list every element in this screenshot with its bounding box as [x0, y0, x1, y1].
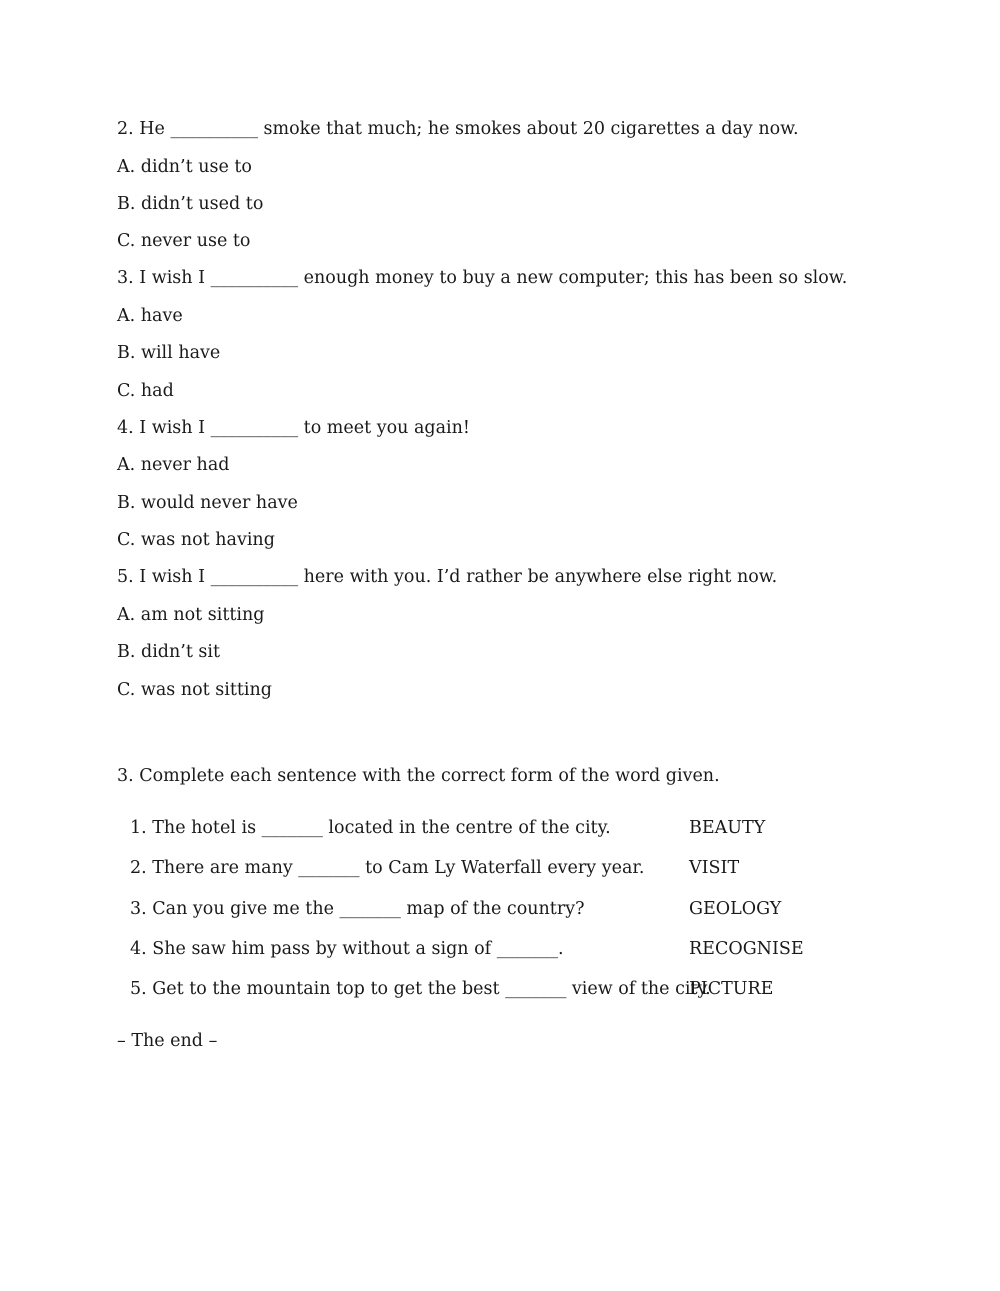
word-form-item	[130, 978, 830, 1000]
item-sentence: 5. Get to the mountain top to get the best _______ view of the city.	[130, 979, 711, 999]
item-keyword: PICTURE	[689, 979, 774, 999]
question-stem: 2. He __________ smoke that much; he smokes about 20 cigarettes a day now.	[117, 119, 799, 139]
question-stem: 5. I wish I __________ here with you. I’d rather be anywhere else right now.	[117, 567, 778, 587]
option-c: C. never use to	[117, 231, 251, 251]
option-b: B. didn’t used to	[117, 194, 264, 214]
word-form-item	[130, 817, 830, 839]
item-sentence: 3. Can you give me the _______ map of the country?	[130, 899, 585, 919]
option-b: B. would never have	[117, 493, 298, 513]
option-b: B. didn’t sit	[117, 642, 221, 662]
item-keyword: RECOGNISE	[689, 939, 804, 959]
question-stem: 4. I wish I __________ to meet you again!	[117, 418, 470, 438]
item-keyword: BEAUTY	[689, 818, 766, 838]
question-stem: 3. I wish I __________ enough money to buy a new computer; this has been so slow.	[117, 268, 848, 288]
item-sentence: 2. There are many _______ to Cam Ly Waterfall every year.	[130, 858, 645, 878]
option-c: C. was not sitting	[117, 680, 272, 700]
option-a: A. didn’t use to	[117, 157, 252, 177]
item-keyword: VISIT	[689, 858, 740, 878]
end-text: – The end –	[117, 1031, 218, 1051]
item-keyword: GEOLOGY	[689, 899, 782, 919]
word-form-item	[130, 857, 830, 879]
word-form-item	[130, 938, 830, 960]
option-b: B. will have	[117, 343, 221, 363]
item-sentence: 1. The hotel is _______ located in the centre of the city.	[130, 818, 611, 838]
option-c: C. had	[117, 381, 174, 401]
option-a: A. never had	[117, 455, 230, 475]
section-instruction: 3. Complete each sentence with the correct form of the word given.	[117, 766, 720, 786]
item-sentence: 4. She saw him pass by without a sign of _______.	[130, 939, 564, 959]
option-a: A. am not sitting	[117, 605, 265, 625]
word-form-item	[130, 898, 830, 920]
option-a: A. have	[117, 306, 183, 326]
option-c: C. was not having	[117, 530, 275, 550]
